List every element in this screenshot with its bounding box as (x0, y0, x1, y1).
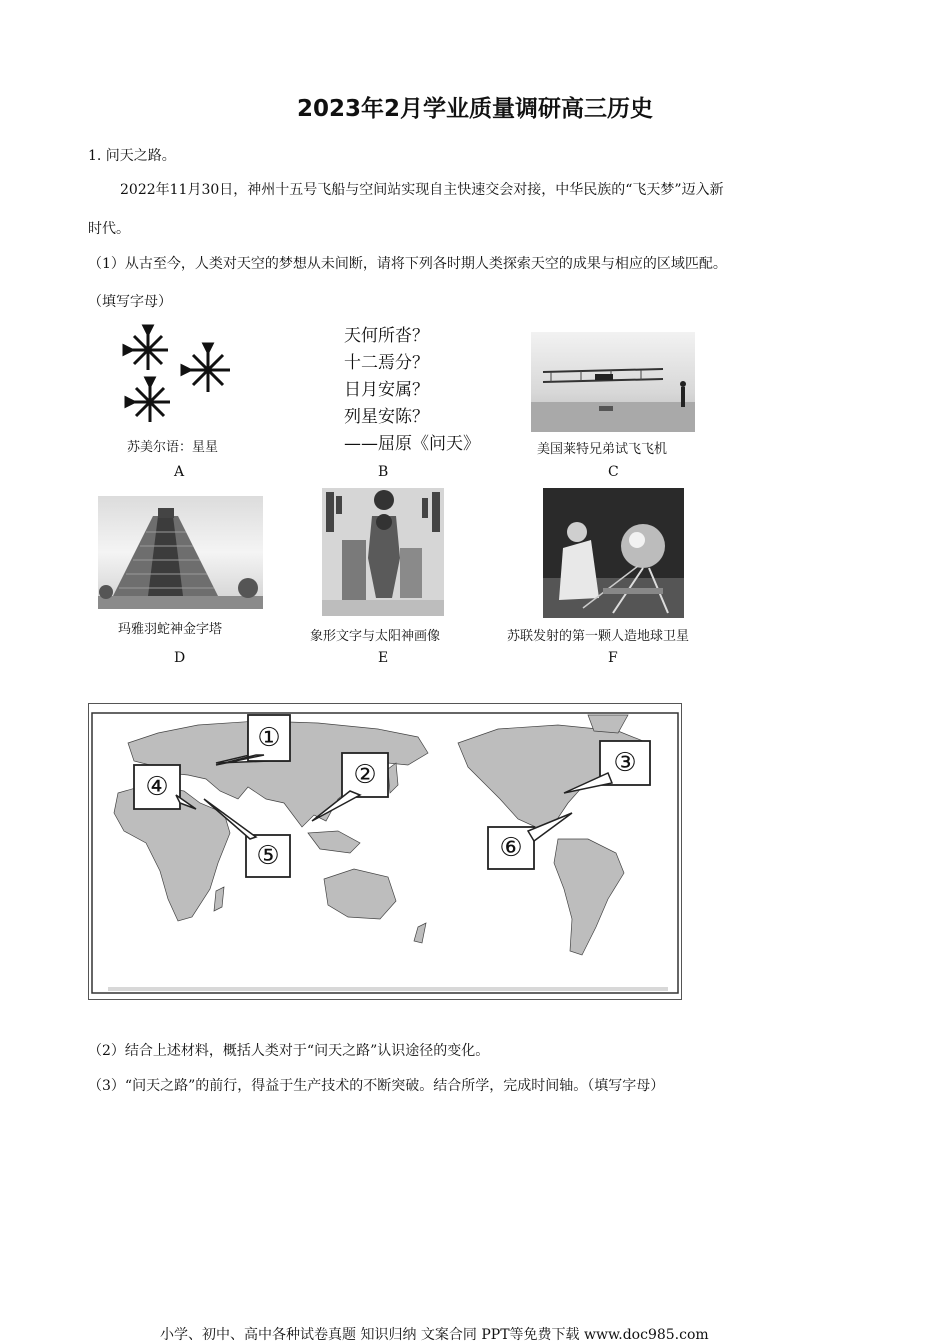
poem-attribution: ——屈原《问天》 (344, 434, 480, 454)
callout-2-label: ② (353, 760, 377, 790)
part1-line-1: （1）从古至今，人类对天空的梦想从未间断，请将下列各时期人类探索天空的成果与相应的区域匹配。 (88, 256, 727, 272)
egyptian-sun-god-image (322, 488, 444, 616)
callout-6-label: ⑥ (499, 833, 523, 863)
figure-b-letter: B (378, 464, 389, 480)
wright-brothers-photo (531, 332, 695, 432)
page-title: 2023年2月学业质量调研高三历史 (296, 96, 654, 122)
figure-f-caption: 苏联发射的第一颗人造地球卫星 (507, 629, 690, 644)
callout-1-label: ① (257, 723, 281, 753)
figure-a-cuneiform (120, 322, 240, 434)
question-number-title: 1. 问天之路。 (88, 148, 176, 164)
callout-4-label: ④ (145, 772, 169, 802)
poem-line-3: 日月安属？ (344, 380, 429, 400)
figure-a-letter: A (174, 464, 185, 480)
figure-f-letter: F (608, 650, 618, 666)
cuneiform-star-image (120, 322, 240, 434)
figure-a-caption: 苏美尔语：星星 (127, 440, 219, 455)
intro-line-2: 时代。 (88, 221, 130, 237)
intro-line-1: 2022年11月30日，神州十五号飞船与空间站实现自主快速交会对接，中华民族的“飞天梦”迈入新 (120, 182, 724, 198)
figure-d-caption: 玛雅羽蛇神金字塔 (118, 622, 223, 637)
poem-line-4: 列星安陈？ (344, 407, 429, 427)
callout-3-label: ③ (613, 748, 637, 778)
figure-d-letter: D (174, 650, 186, 666)
figure-e-caption: 象形文字与太阳神画像 (310, 629, 441, 644)
callout-5-label: ⑤ (256, 841, 280, 871)
sputnik-photo (543, 488, 684, 618)
part1-line-2: （填写字母） (88, 294, 172, 310)
part3-text: （3）“问天之路”的前行，得益于生产技术的不断突破。结合所学，完成时间轴。（填写字母） (88, 1078, 665, 1094)
world-map (88, 703, 682, 1000)
part2-text: （2）结合上述材料，概括人类对于“问天之路”认识途径的变化。 (88, 1043, 490, 1059)
mayan-pyramid-photo (98, 496, 263, 609)
page-footer: 小学、初中、高中各种试卷真题 知识归纳 文案合同 PPT等免费下载 www.doc985.com (160, 1327, 709, 1343)
figure-c-caption: 美国莱特兄弟试飞飞机 (537, 442, 668, 457)
figure-b-poem (344, 323, 480, 458)
poem-line-2: 十二焉分？ (344, 353, 429, 373)
figure-c-letter: C (608, 464, 619, 480)
poem-line-1: 天何所沓？ (344, 326, 429, 346)
figure-e-letter: E (378, 650, 389, 666)
